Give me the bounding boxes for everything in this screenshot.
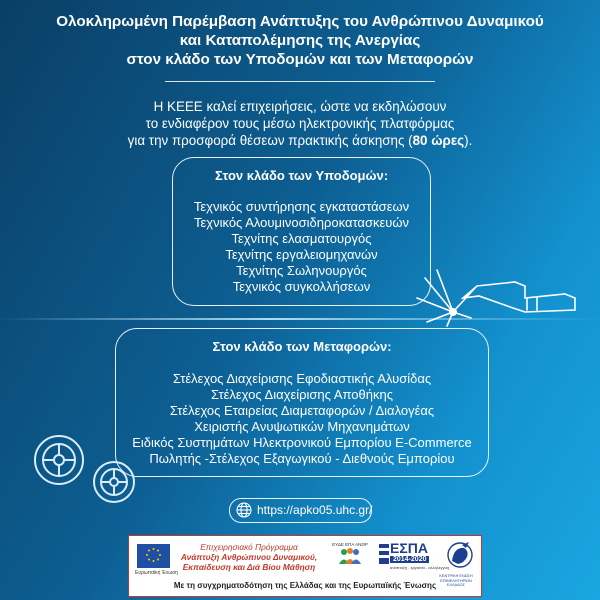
website-link[interactable]: [229, 498, 372, 523]
espa-logo: [379, 540, 450, 570]
list-item: Στέλεχος Διαχείρισης Αποθήκης: [211, 387, 393, 402]
funding-footer: [128, 535, 482, 597]
eydea-caption: ΕΥΔΕ ΕΠΑ ΑΝΘΡ: [332, 542, 368, 547]
program-line-1: Επιχειρησιακό Πρόγραμμα: [200, 542, 298, 552]
hermes-logo-icon: [442, 539, 478, 575]
title-divider: [165, 81, 435, 82]
transport-list: [116, 371, 488, 467]
intro-line-1: Η ΚΕΕΕ καλεί επιχειρήσεις, ώστε να εκδηλώσουν: [153, 99, 447, 114]
infrastructure-list: [173, 199, 430, 295]
greek-flag-icon: [379, 544, 389, 564]
title-line-3: στον κλάδο των Υποδομών και των Μεταφορών: [126, 51, 474, 68]
people-icon: [335, 547, 365, 565]
list-item: Τεχνίτης Σωληνουργός: [236, 263, 367, 278]
transport-box: [115, 328, 489, 477]
website-url[interactable]: https://apko05.uhc.gr/: [257, 503, 373, 517]
wheels-icon: [14, 420, 144, 520]
eydea-logo: [325, 542, 375, 566]
infrastructure-box: [172, 157, 431, 306]
ken-caption: ΚΕΝΤΡΙΚΗ ΕΝΩΣΗ ΕΠΙΜΕΛΗΤΗΡΙΩΝ ΕΛΛΑΔΟΣ: [439, 574, 473, 587]
espa-years: 2014-2020: [390, 556, 429, 563]
infrastructure-heading: Στον κλάδο των Υποδομών:: [214, 168, 389, 183]
program-title: [173, 542, 325, 572]
eu-flag-icon: [137, 544, 170, 568]
list-item: Τεχνικός συγκολλήσεων: [232, 279, 371, 294]
program-line-2: Ανάπτυξη Ανθρώπινου Δυναμικού,: [180, 552, 318, 562]
welding-torch-icon: [415, 268, 585, 328]
list-item: Ειδικός Συστημάτων Ηλεκτρονικού Εμπορίου E-Commerce: [132, 435, 472, 450]
list-item: Στέλεχος Διαχείρισης Εφοδιαστικής Αλυσίδας: [172, 371, 432, 386]
intro-text: [0, 98, 600, 149]
list-item: Πωλητής -Στέλεχος Εξαγωγικού - Διεθνούς Εμπορίου: [149, 451, 455, 466]
cofunding-text: Με τη συγχρηματοδότηση της Ελλάδας και της Ευρωπαϊκής Ένωσης: [173, 581, 437, 590]
list-item: Τεχνίτης ελασματουργός: [231, 231, 372, 246]
espa-tagline: ανάπτυξη - εργασία - αλληλεγγύη: [390, 565, 450, 570]
title-line-2: και Καταπολέμησης της Ανεργίας: [179, 32, 421, 49]
eu-caption: Ευρωπαϊκή Ένωση: [135, 570, 178, 576]
intro-line-3: για την προσφορά θέσεων πρακτικής άσκησης (80 ώρες).: [127, 133, 473, 148]
intro-line-2: το ενδιαφέρον τους μέσω ηλεκτρονικής πλατφόρμας: [145, 116, 455, 131]
list-item: Τεχνίτης εργαλειομηχανών: [225, 247, 378, 262]
globe-icon: [236, 502, 252, 518]
list-item: Τεχνικός συντήρησης εγκαταστάσεων: [193, 199, 410, 214]
title-line-1: Ολοκληρωμένη Παρέμβαση Ανάπτυξης του Ανθρώπινου Δυναμικού: [56, 13, 544, 30]
hours-highlight: 80 ώρες: [412, 133, 465, 148]
espa-name: ΕΣΠΑ: [390, 540, 428, 556]
list-item: Τεχνικός Αλουμινοσιδηροκατασκευών: [193, 215, 410, 230]
list-item: Στέλεχος Εταιρείας Διαμεταφορών / Διαλογέας: [169, 403, 435, 418]
transport-heading: Στον κλάδο των Μεταφορών:: [212, 339, 392, 354]
list-item: Χειριστής Ανυψωτικών Μηχανημάτων: [194, 419, 410, 434]
page-title: [0, 12, 600, 69]
program-line-3: Εκπαίδευση και Διά Βίου Μάθηση: [182, 562, 316, 572]
